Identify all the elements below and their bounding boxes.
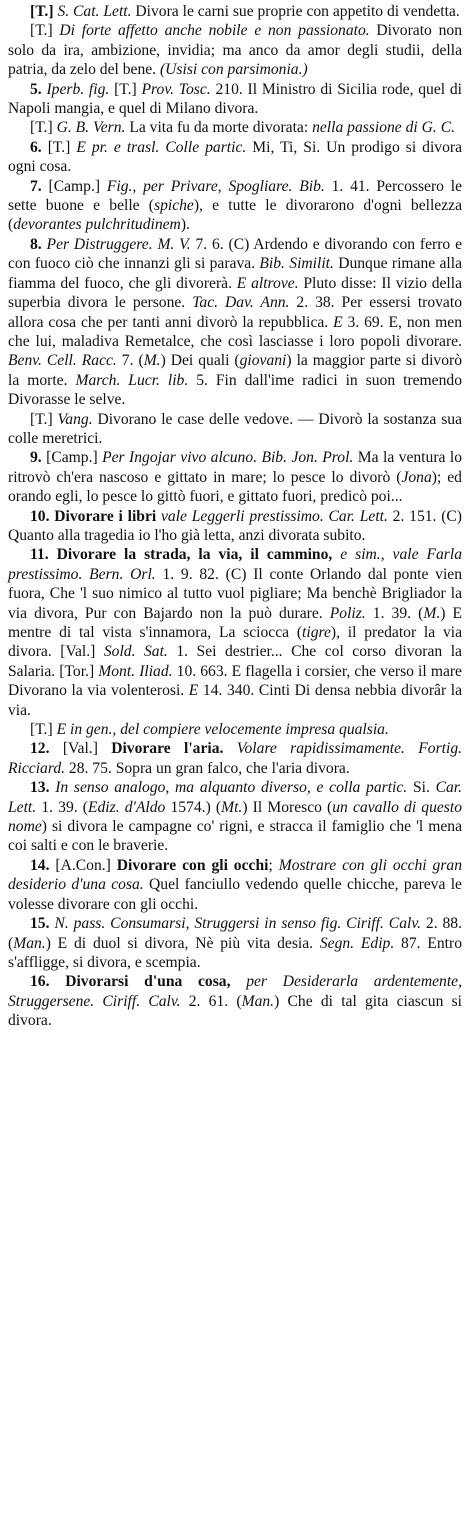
- bold-text: 11. Divorare la strada, la via, il cammino,: [30, 546, 341, 564]
- italic-text: G. B. Vern.: [56, 119, 126, 137]
- italic-text: Bib. Similit.: [259, 255, 334, 273]
- entry-paragraph: [8, 778, 462, 856]
- italic-text: Ediz. d'Aldo: [87, 798, 166, 816]
- italic-text: N. pass. Consumarsi, Struggersi in senso fig. Ciriff. Calv.: [54, 915, 421, 933]
- text-run: ) Che di tal gita ciascun si divora.: [8, 992, 462, 1030]
- entry-paragraph: [8, 545, 462, 720]
- entry-paragraph: [8, 80, 462, 119]
- italic-text: nella passione di G. C.: [312, 119, 456, 137]
- text-run: Divorato non solo da ira, ambizione, invidia; ma anco da amor degli studii, della patria, da zelo del bene.: [8, 22, 462, 79]
- text-run: ) la maggior parte si divorò la morte.: [8, 352, 462, 389]
- italic-text: S. Cat. Lett.: [57, 3, 132, 20]
- italic-text: Segn. Edip.: [319, 934, 395, 952]
- italic-text: e sim., vale Farla prestissimo. Bern. Orl.: [8, 546, 462, 583]
- text-run: 1574.) (: [165, 798, 222, 816]
- entry-paragraph: [8, 2, 462, 21]
- text-run: 1. 9. 82. (C) Il conte Orlando dal ponte vien fuora, Che 'l suo nimico al tutto vuol pigliare; Ma benchè Brigliador la via divora, Pur con Bajardo non la può durare.: [8, 565, 462, 622]
- italic-text: (Usisi con parsimonia.): [159, 61, 308, 79]
- text-run: 210. Il Ministro di Sicilia rode, quel di Napoli mangia, e quel di Milano divora.: [8, 80, 463, 118]
- entry-paragraph: [8, 972, 462, 1030]
- text-run: 14. 340. Cinti Di densa nebbia divorâr la via.: [8, 682, 462, 719]
- bold-text: 14.: [30, 856, 56, 874]
- italic-text: devorantes pulchritudinem: [13, 216, 181, 234]
- entry-paragraph: [8, 914, 462, 972]
- text-run: ) si divora le campagne co' rigni, e stracca il famiglio che 'l mena coi salti e con le braverie.: [8, 818, 462, 855]
- entry-paragraph: [8, 448, 462, 506]
- text-run: 10. 663. E flagella i corsier, che verso il mare Divorano la via volenterosi.: [8, 662, 462, 700]
- text-run: [T.]: [30, 119, 57, 137]
- italic-text: Sold. Sat.: [103, 643, 168, 661]
- entry-paragraph: [8, 856, 462, 914]
- italic-text: Iperb. fig.: [46, 80, 110, 98]
- italic-text: Volare rapidissimamente. Fortig. Ricciard.: [8, 740, 463, 777]
- text-run: Pluto disse: Il vizio della superbia divora le persone.: [8, 274, 463, 312]
- text-run: 87. Entro s'affligge, si divora, e scempia.: [8, 934, 462, 971]
- text-run: 2. 61. (: [180, 992, 242, 1010]
- bold-text: 5.: [30, 80, 47, 98]
- text-run: ); ed orando egli, lo pesce lo gittò fuori, e gittato fuori, predicò poi...: [8, 468, 462, 506]
- text-run: 7. 6. (C) Ardendo e divorando con ferro e con fuoco ciò che innanzi gli si parava.: [8, 235, 462, 273]
- text-run: Divorano le case delle vedove. — Divorò la sostanza sua colle meretrici.: [8, 410, 462, 447]
- bold-text: 16. Divorarsi d'una cosa,: [30, 973, 247, 991]
- text-run: [Val.]: [62, 740, 112, 758]
- text-run: 2. 88. (: [8, 915, 463, 952]
- text-run: ), e tutte le divorarono d'ogni bellezza (: [8, 197, 462, 234]
- italic-text: Prov. Tosc.: [141, 80, 211, 98]
- italic-text: M.: [143, 352, 161, 370]
- italic-text: Per Distruggere. M. V.: [46, 235, 191, 253]
- text-run: 1. 41. Percossero le sette buone e belle (: [8, 177, 462, 215]
- entry-paragraph: [8, 21, 462, 79]
- text-run: 28. 75. Sopra un gran falco, che l'aria divora.: [65, 759, 350, 777]
- text-run: [T.]: [30, 22, 60, 40]
- entry-paragraph: [8, 720, 462, 739]
- bold-text: [T.]: [30, 3, 58, 20]
- text-run: [A.Con.]: [55, 856, 117, 874]
- italic-text: per Desiderarla ardentemente, Struggersene. Ciriff. Calv.: [8, 973, 462, 1010]
- text-run: 2. 38. Per essersi trovato allora cosa che per tanti anni divorò la repubblica.: [8, 294, 462, 331]
- italic-text: spiche: [154, 197, 194, 215]
- italic-text: Mt.: [221, 798, 243, 816]
- text-run: ) Dei quali (: [160, 352, 240, 370]
- italic-text: E: [333, 313, 343, 331]
- italic-text: Mont. Iliad.: [98, 662, 173, 680]
- bold-text: 15.: [30, 915, 55, 933]
- italic-text: March. Lucr. lib.: [75, 371, 189, 389]
- text-run: [T.]: [47, 138, 77, 156]
- italic-text: giovani: [239, 352, 287, 370]
- bold-text: 9.: [30, 449, 47, 467]
- italic-text: E in gen., del compiere velocemente impresa qualsia.: [56, 721, 389, 739]
- italic-text: M.: [423, 604, 441, 622]
- text-run: [T.]: [30, 721, 57, 739]
- bold-text: 8.: [30, 235, 47, 253]
- text-run: 3. 69. E, non men che lui, maladiva Remetalce, che così lasciasse i loro popoli divorare.: [8, 313, 462, 350]
- italic-text: Di forte affetto anche nobile e non passionato.: [59, 22, 370, 40]
- bold-text: Divorare con gli occhi: [116, 856, 269, 874]
- bold-text: 12.: [30, 740, 63, 758]
- italic-text: Man.: [13, 934, 46, 952]
- entry-paragraph: [8, 739, 462, 778]
- italic-text: Vang.: [57, 410, 93, 428]
- text-run: 1. Sei destrier... Che col corso divoran la Salaria. [Tor.]: [8, 643, 462, 680]
- italic-text: Car. Lett.: [8, 779, 463, 816]
- entry-paragraph: [8, 507, 462, 546]
- text-run: ) E mentre di tal vista s'innamora, La sciocca (: [8, 604, 463, 641]
- text-run: ;: [268, 856, 279, 874]
- italic-text: tigre: [302, 624, 331, 641]
- italic-text: E pr. e trasl. Colle partic.: [76, 138, 247, 156]
- bold-text: 10. Divorare i libri: [30, 507, 161, 525]
- text-run: ) Il Moresco (: [242, 798, 333, 816]
- italic-text: E: [188, 682, 199, 700]
- text-run: Si.: [407, 779, 436, 797]
- text-run: 1. 39. (: [36, 798, 88, 816]
- italic-text: Tac. Dav. Ann.: [192, 294, 290, 312]
- bold-text: Divorare l'aria.: [111, 740, 237, 758]
- italic-text: un cavallo di questo nome: [8, 798, 463, 836]
- text-run: ) E di duol si divora, Nè più vita desia.: [45, 934, 320, 952]
- text-run: 1. 39. (: [365, 604, 424, 622]
- entry-paragraph: [8, 235, 462, 410]
- italic-text: E altrove.: [236, 274, 299, 292]
- text-run: [T.]: [30, 410, 58, 428]
- italic-text: In senso analogo, ma alquanto diverso, e colla partic.: [55, 779, 408, 797]
- italic-text: Man.: [241, 992, 275, 1010]
- italic-text: Benv. Cell. Racc.: [8, 352, 117, 370]
- text-run: 5. Fin dall'ime radici in suon tremendo Divorasse le selve.: [8, 371, 462, 409]
- italic-text: Jona: [401, 468, 432, 486]
- text-run: ), il predator la via divora. [Val.]: [8, 624, 463, 661]
- text-run: Divora le carni sue proprie con appetito di vendetta.: [131, 3, 460, 20]
- italic-text: Fig., per Privare, Spogliare. Bib.: [106, 177, 325, 195]
- entry-paragraph: [8, 138, 462, 177]
- italic-text: Per Ingojar vivo alcuno. Bib. Jon. Prol.: [102, 449, 354, 467]
- entry-paragraph: [8, 410, 462, 449]
- text-run: Dunque rimane alla fiamma del fuoco, che gli divorerà.: [8, 255, 462, 292]
- text-run: 7. (: [116, 352, 144, 370]
- italic-text: Poliz.: [329, 604, 366, 622]
- text-run: [Camp.]: [48, 177, 107, 195]
- text-run: [Camp.]: [46, 449, 103, 467]
- text-run: [T.]: [109, 80, 142, 98]
- entry-paragraph: [8, 118, 462, 137]
- bold-text: 6.: [30, 138, 48, 156]
- entry-paragraph: [8, 177, 462, 235]
- italic-text: Mostrare con gli occhi gran desiderio d'una cosa.: [8, 856, 463, 894]
- text-run: Quel fanciullo vedendo quelle chicche, pareva le volesse divorare con gli occhi.: [8, 876, 462, 913]
- text-run: Ma la ventura lo ritrovò ch'era nascoso e gittato in mare; lo pesce lo divorò (: [8, 449, 462, 486]
- italic-text: vale Leggerli prestissimo. Car. Lett.: [161, 507, 388, 525]
- text-run: La vita fu da morte divorata:: [125, 119, 313, 137]
- bold-text: 13.: [30, 779, 56, 797]
- bold-text: 7.: [30, 177, 49, 195]
- text-run: 2. 151. (C) Quanto alla tragedia io l'ho già letta, anzi divorata subito.: [8, 507, 462, 544]
- text-run: Mi, Ti, Si. Un prodigo si divora ogni cosa.: [8, 138, 462, 176]
- text-run: ).: [180, 216, 190, 234]
